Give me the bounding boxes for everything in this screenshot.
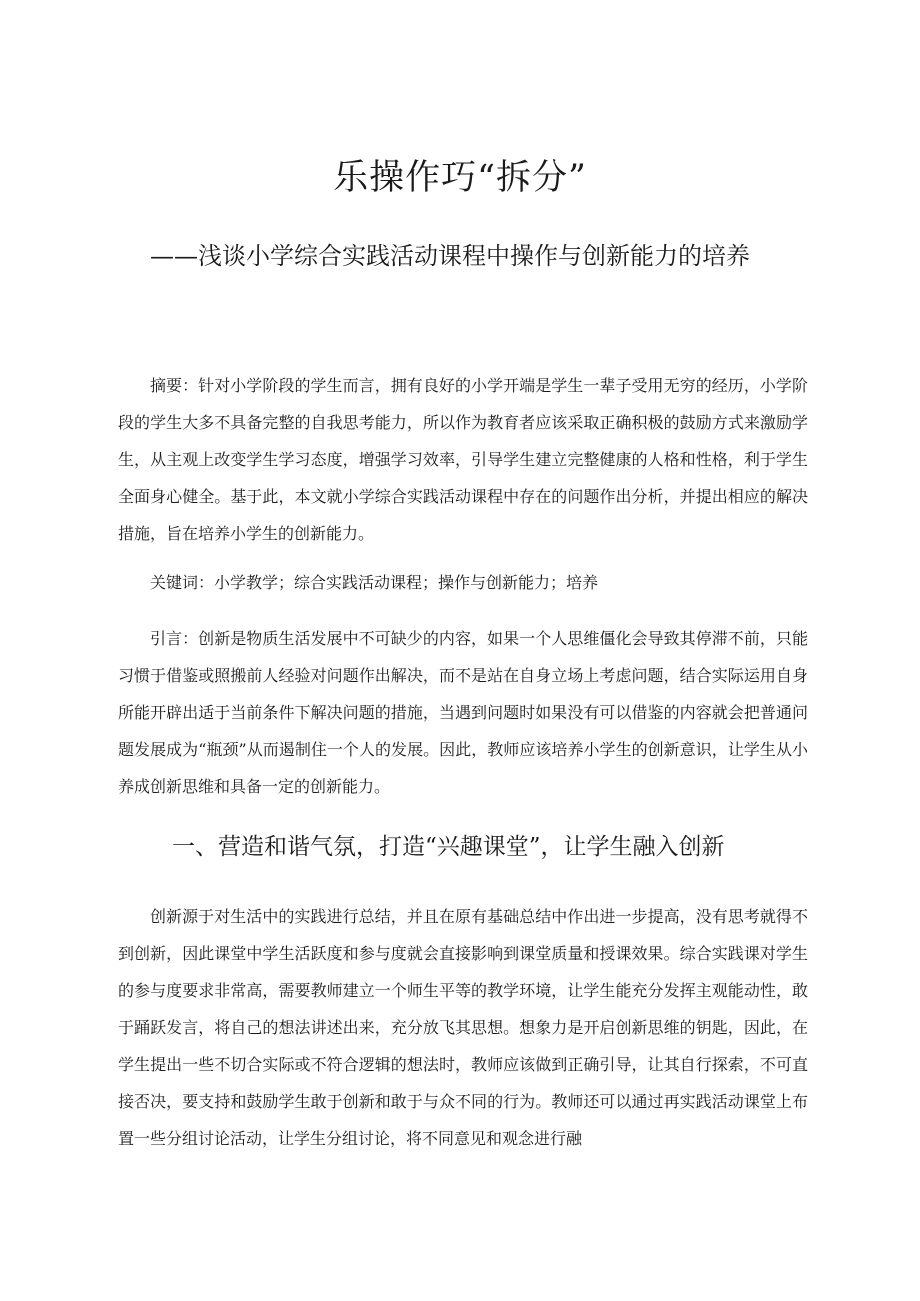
section-heading: 一、营造和谐气氛，打造“兴趣课堂”，让学生融入创新 bbox=[172, 834, 725, 860]
introduction-section bbox=[118, 620, 808, 805]
section-body bbox=[118, 898, 808, 1157]
abstract-paragraph: 摘要：针对小学阶段的学生而言，拥有良好的小学开端是学生一辈子受用无穷的经历，小学阶段的学生大多不具备完整的自我思考能力，所以作为教育者应该采取正确积极的鼓励方式来激励学生，从主观上改变学生学习态度，增强学习效率，引导学生建立完整健康的人格和性格，利于学生全面身心健全。基于此，本文就小学综合实践活动课程中存在的问题作出分析，并提出相应的解决措施，旨在培养小学生的创新能力。 bbox=[118, 376, 808, 543]
section-body-paragraph: 创新源于对生活中的实践进行总结，并且在原有基础总结中作出进一步提高，没有思考就得不到创新，因此课堂中学生活跃度和参与度就会直接影响到课堂质量和授课效果。综合实践课对学生的参与度要求非常高，需要教师建立一个师生平等的教学环境，让学生能充分发挥主观能动性，敢于踊跃发言，将自己的想法讲述出来，充分放飞其思想。想象力是开启创新思维的钥匙，因此，在学生提出一些不切合实际或不符合逻辑的想法时，教师应该做到正确引导，让其自行探索，不可直接否决，要支持和鼓励学生敢于创新和敢于与众不同的行为。教师还可以通过再实践活动课堂上布置一些分组讨论活动，让学生分组讨论，将不同意见和观念进行融 bbox=[118, 907, 808, 1148]
abstract-section bbox=[118, 367, 808, 552]
document-title: 乐操作巧“拆分” bbox=[333, 158, 587, 198]
keywords-paragraph: 关键词：小学教学；综合实践活动课程；操作与创新能力；培养 bbox=[150, 573, 599, 592]
document-subtitle: ——浅谈小学综合实践活动课程中操作与创新能力的培养 bbox=[150, 242, 750, 270]
keywords-section bbox=[118, 564, 808, 601]
introduction-paragraph: 引言：创新是物质生活发展中不可缺少的内容，如果一个人思维僵化会导致其停滞不前，只能习惯于借鉴或照搬前人经验对问题作出解决，而不是站在自身立场上考虑问题，结合实际运用自身所能开辟出适于当前条件下解决问题的措施，当遇到问题时如果没有可以借鉴的内容就会把普通问题发展成为“瓶颈”从而遏制住一个人的发展。因此，教师应该培养小学生的创新意识，让学生从小养成创新思维和具备一定的创新能力。 bbox=[118, 629, 808, 796]
